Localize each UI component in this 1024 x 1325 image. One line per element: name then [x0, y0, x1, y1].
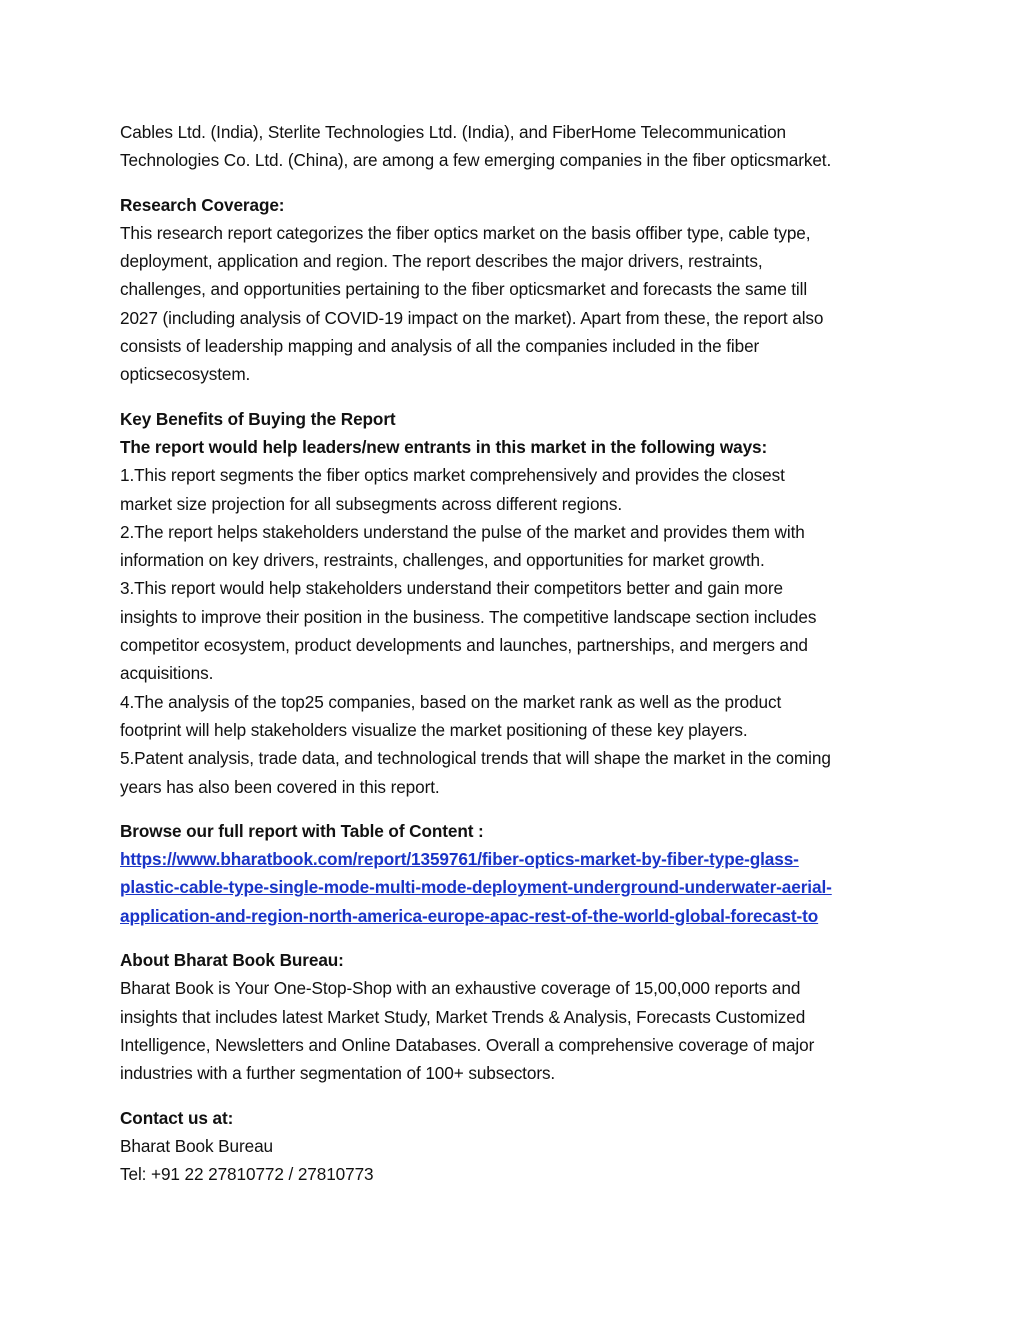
key-benefits-line: 1.This report segments the fiber optics market comprehensively and provides the closest — [120, 465, 785, 486]
browse-heading: Browse our full report with Table of Content : — [120, 820, 484, 841]
report-link[interactable]: application-and-region-north-america-europe-apac-rest-of-the-world-global-forecast-to — [120, 905, 819, 926]
intro-paragraph — [120, 118, 910, 175]
key-benefits-line: 5.Patent analysis, trade data, and technological trends that will shape the market in the coming — [120, 748, 831, 769]
key-benefits-subheading: The report would help leaders/new entrants in this market in the following ways: — [120, 436, 768, 457]
research-coverage-heading: Research Coverage: — [120, 194, 285, 215]
research-coverage-line: 2027 (including analysis of COVID-19 impact on the market). Apart from these, the report also — [120, 307, 824, 328]
key-benefits-line: information on key drivers, restraints, challenges, and opportunities for market growth. — [120, 550, 765, 571]
about-line: Bharat Book is Your One-Stop-Shop with an exhaustive coverage of 15,00,000 reports and — [120, 978, 801, 999]
about-line: Intelligence, Newsletters and Online Databases. Overall a comprehensive coverage of major — [120, 1034, 815, 1055]
report-link[interactable]: https://www.bharatbook.com/report/1359761/fiber-optics-market-by-fiber-type-glass- — [120, 849, 799, 870]
report-link[interactable]: plastic-cable-type-single-mode-multi-mode-deployment-underground-underwater-aerial- — [120, 877, 832, 898]
key-benefits-line: 3.This report would help stakeholders understand their competitors better and gain more — [120, 578, 783, 599]
research-coverage-line: opticsecosystem. — [120, 364, 251, 385]
key-benefits-line: market size projection for all subsegments across different regions. — [120, 493, 623, 514]
key-benefits-line: years has also been covered in this report. — [120, 776, 440, 797]
key-benefits-line: footprint will help stakeholders visualize the market positioning of these key players. — [120, 719, 748, 740]
research-coverage-line: deployment, application and region. The report describes the major drivers, restraints, — [120, 251, 763, 272]
contact-heading: Contact us at: — [120, 1107, 234, 1128]
about-section — [120, 946, 910, 1087]
key-benefits-line: insights to improve their position in the business. The competitive landscape section includes — [120, 606, 817, 627]
about-line: insights that includes latest Market Study, Market Trends & Analysis, Forecasts Customized — [120, 1006, 806, 1027]
contact-section — [120, 1104, 910, 1189]
intro-line: Technologies Co. Ltd. (China), are among a few emerging companies in the fiber opticsmarket. — [120, 150, 832, 171]
key-benefits-line: 4.The analysis of the top25 companies, based on the market rank as well as the product — [120, 691, 782, 712]
about-heading: About Bharat Book Bureau: — [120, 950, 344, 971]
key-benefits-line: acquisitions. — [120, 663, 214, 684]
contact-name: Bharat Book Bureau — [120, 1135, 273, 1156]
research-coverage-section — [120, 191, 910, 389]
key-benefits-heading: Key Benefits of Buying the Report — [120, 408, 396, 429]
intro-line: Cables Ltd. (India), Sterlite Technologies Ltd. (India), and FiberHome Telecommunication — [120, 122, 786, 142]
contact-tel: Tel: +91 22 27810772 / 27810773 — [120, 1164, 374, 1185]
document-page — [120, 118, 910, 1204]
browse-section — [120, 817, 910, 930]
about-line: industries with a further segmentation of 100+ subsectors. — [120, 1063, 556, 1084]
research-coverage-line: This research report categorizes the fiber optics market on the basis offiber type, cable type, — [120, 222, 811, 243]
key-benefits-line: 2.The report helps stakeholders understand the pulse of the market and provides them with — [120, 521, 805, 542]
research-coverage-line: consists of leadership mapping and analysis of all the companies included in the fiber — [120, 336, 760, 357]
research-coverage-line: challenges, and opportunities pertaining to the fiber opticsmarket and forecasts the same till — [120, 279, 808, 300]
key-benefits-section — [120, 405, 910, 801]
key-benefits-line: competitor ecosystem, product developments and launches, partnerships, and mergers and — [120, 635, 808, 656]
